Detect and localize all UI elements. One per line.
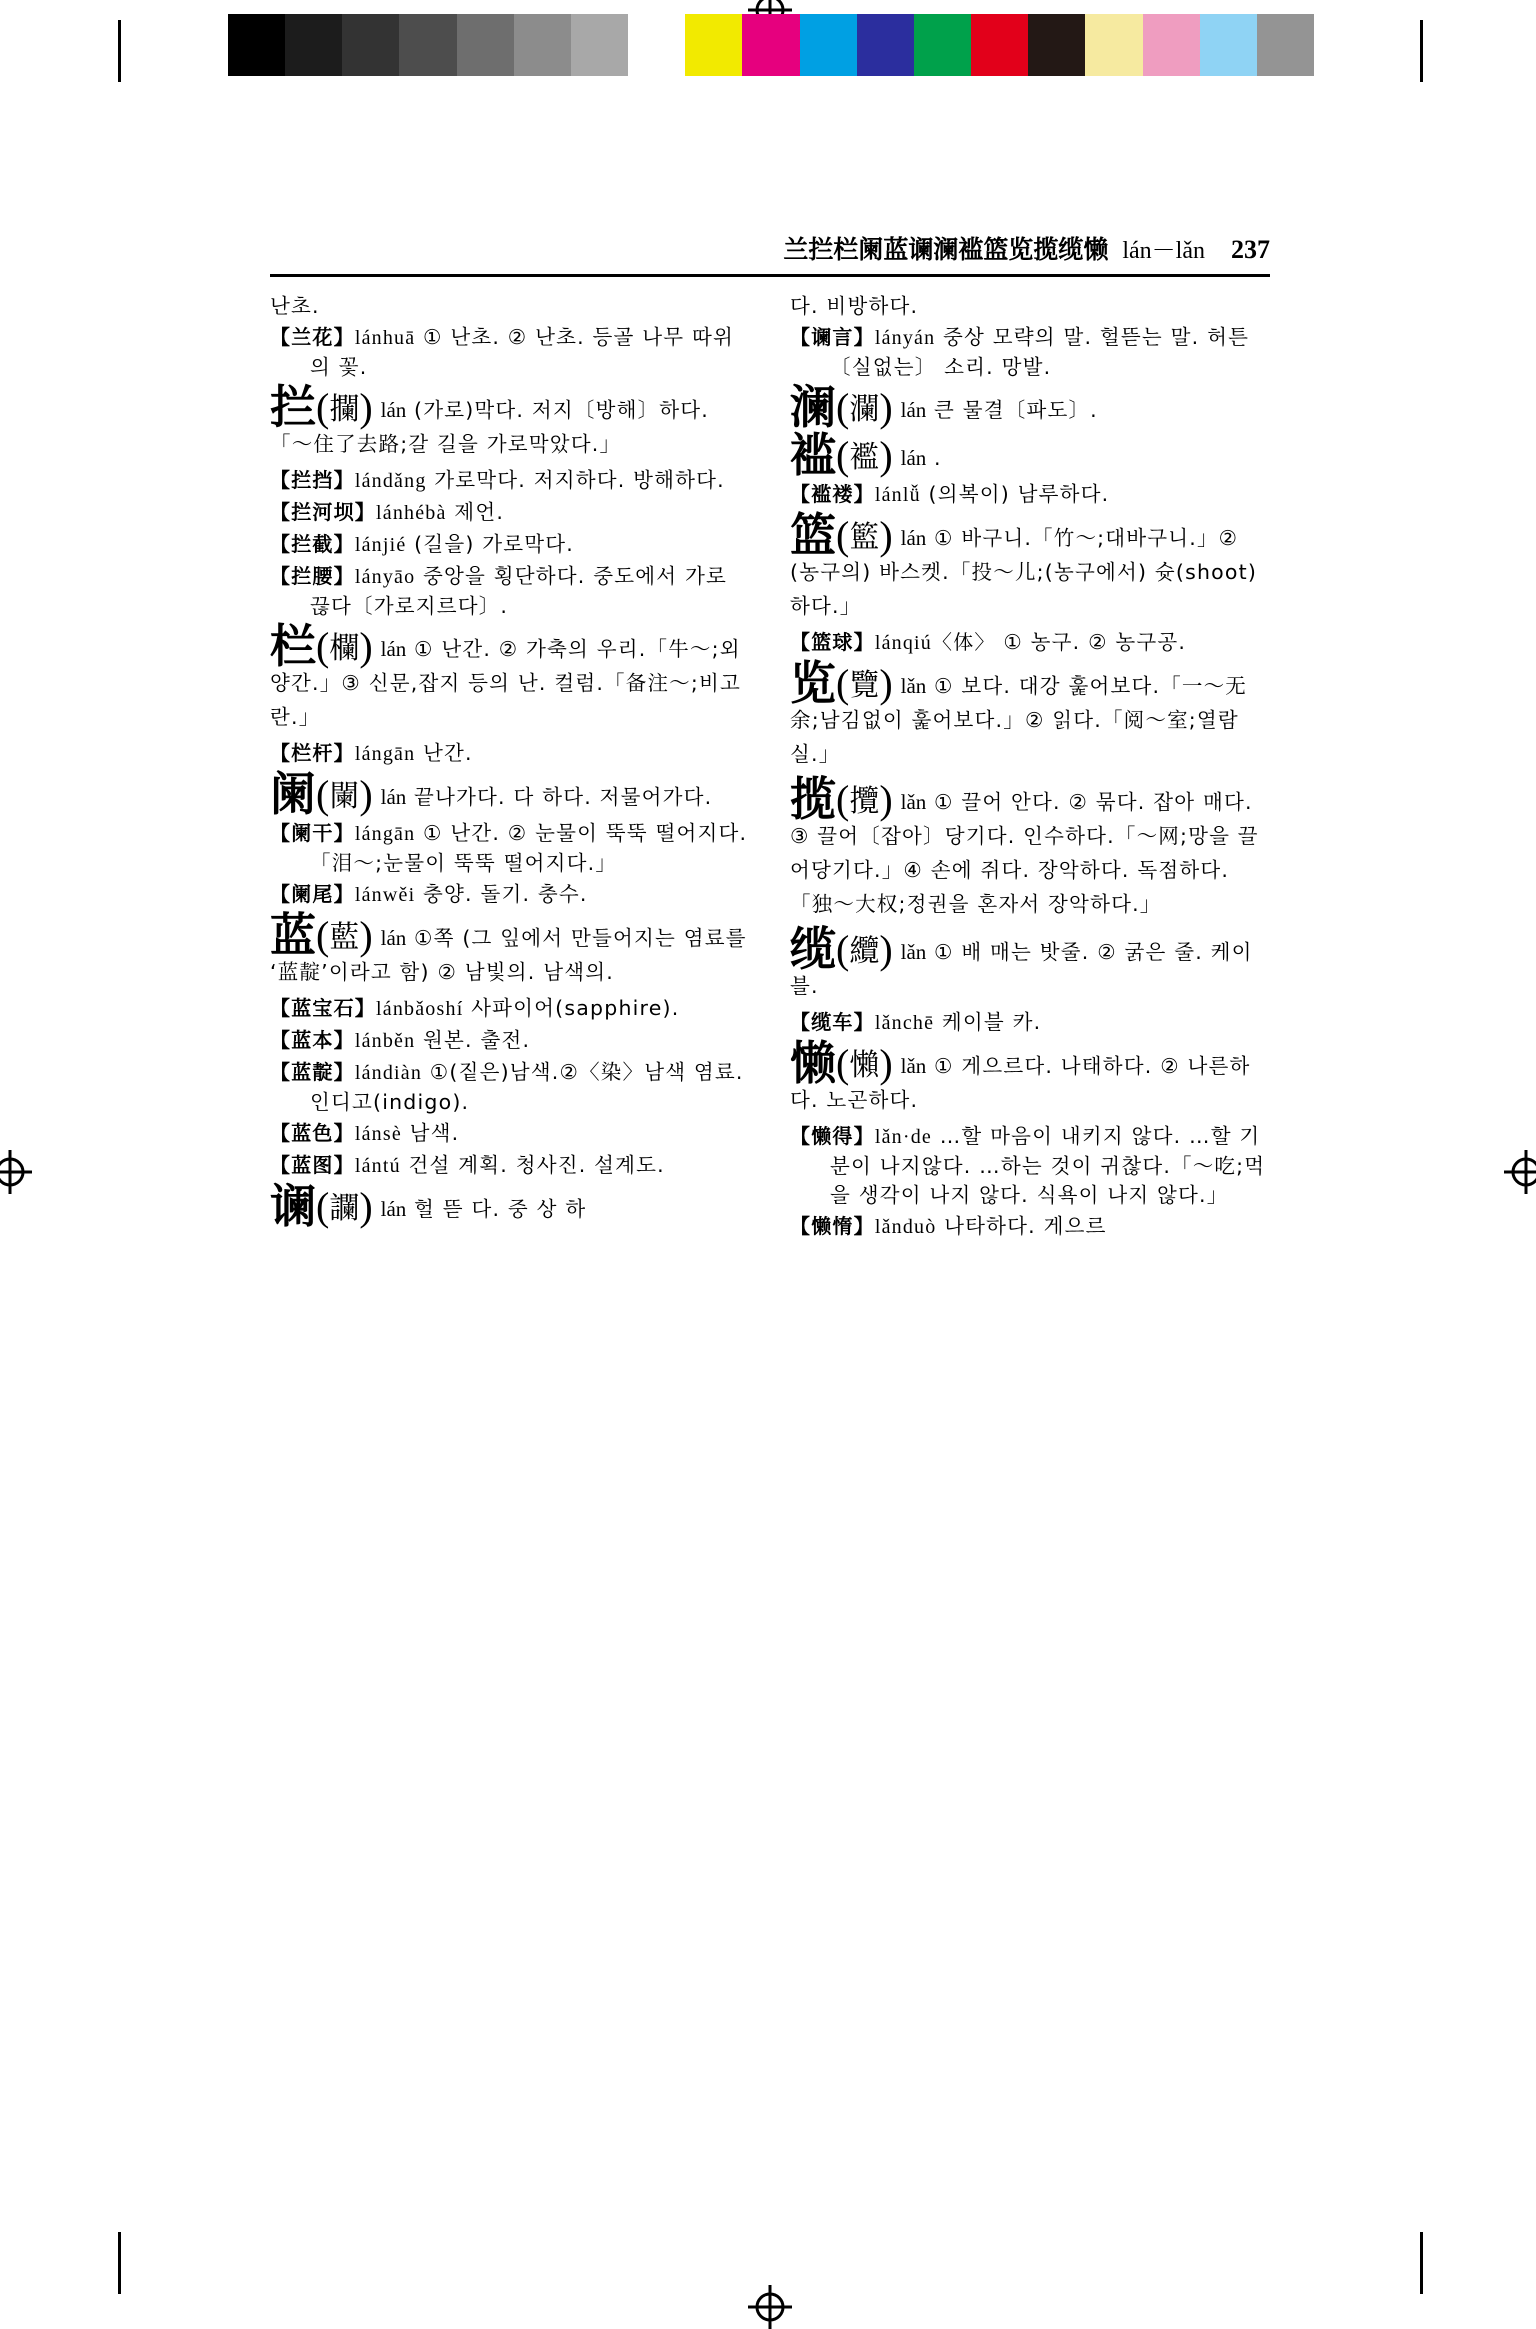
- main-entry-character: 谰: [270, 1179, 316, 1233]
- sub-entry: [790, 628, 1270, 658]
- main-entry-definition: 헐 뜯 다. 중 상 하: [406, 1197, 587, 1221]
- sub-entry-pinyin: lángān: [354, 823, 416, 845]
- calibration-swatch: [342, 14, 399, 76]
- sub-entry: [270, 994, 750, 1024]
- main-entry-character: 栏: [270, 619, 316, 673]
- sub-entry-pinyin: lánběn: [354, 1030, 416, 1052]
- main-entry-character: 篮: [790, 508, 836, 562]
- traditional-close-paren: ): [879, 927, 893, 972]
- main-entry-character: 拦: [270, 380, 316, 434]
- traditional-close-paren: ): [359, 385, 373, 430]
- registration-mark-bottom: [748, 2285, 792, 2329]
- calibration-swatch: [971, 14, 1028, 76]
- sub-entry: [270, 739, 750, 769]
- sub-entry: [270, 880, 750, 910]
- header-rule: [270, 274, 1270, 277]
- calibration-swatch: [514, 14, 571, 76]
- sub-entry-headword: 【蓝靛】: [270, 1060, 355, 1084]
- sub-entry-definition: 나타하다. 게으르: [936, 1214, 1107, 1238]
- sub-entry-headword: 【拦截】: [270, 532, 355, 556]
- sub-entry-pinyin: lánhuā: [354, 327, 416, 349]
- main-entry-definition: ① 난간. ② 가축의 우리.「牛～;외양간.」③ 신문,잡지 등의 난. 컬럼.「备注～;비고란.」: [270, 637, 741, 729]
- color-calibration-bar: [228, 14, 1314, 76]
- sub-entry-definition: 사파이어(sapphire).: [463, 996, 680, 1020]
- main-entry-character: 缆: [790, 922, 836, 976]
- sub-entry-pinyin: lánhébà: [376, 502, 447, 524]
- continuation-text: 난초.: [270, 294, 320, 318]
- traditional-close-paren: ): [879, 513, 893, 558]
- sub-entry-headword: 【兰花】: [270, 325, 355, 349]
- main-entry-traditional: 纜: [849, 934, 880, 969]
- main-entry-definition: ①쪽 (그 잎에서 만들어지는 염료를 ‘蓝靛’이라고 함) ② 남빛의. 남색의.: [270, 926, 747, 984]
- sub-entry-definition: ① 난간. ② 눈물이 뚝뚝 떨어지다.「泪～;눈물이 뚝뚝 떨어지다.」: [310, 821, 748, 875]
- traditional-open-paren: (: [316, 913, 330, 958]
- main-entry-traditional: 闌: [329, 779, 360, 814]
- sub-entry-headword: 【缆车】: [790, 1010, 875, 1034]
- main-entry: [270, 619, 750, 737]
- main-entry-traditional: 襤: [849, 440, 880, 475]
- dictionary-page: [270, 230, 1270, 2030]
- running-head-headwords: 兰拦栏阑蓝谰澜褴篮览揽缆懒: [783, 235, 1109, 264]
- continuation-text: 다. 비방하다.: [790, 294, 919, 318]
- registration-mark-left: [0, 1150, 32, 1194]
- main-entry-pinyin: lán: [900, 526, 927, 550]
- main-entry: [270, 1179, 750, 1233]
- main-entry-traditional: 欄: [329, 631, 360, 666]
- sub-entry-pinyin: lánwěi: [354, 884, 416, 906]
- main-entry-character: 懒: [790, 1036, 836, 1090]
- calibration-swatch: [1200, 14, 1257, 76]
- main-entry-pinyin: lán: [380, 1197, 407, 1221]
- sub-entry-pinyin: lánbǎoshí: [376, 998, 464, 1020]
- main-entry-traditional: 攔: [329, 392, 360, 427]
- calibration-swatch: [571, 14, 628, 76]
- crop-mark-bottom-left: [118, 2232, 121, 2294]
- calibration-swatch: [1028, 14, 1085, 76]
- main-entry: [790, 656, 1270, 774]
- entry-continuation: [790, 292, 1270, 321]
- calibration-swatch: [285, 14, 342, 76]
- sub-entry-definition: 충양. 돌기. 충수.: [415, 882, 588, 906]
- crop-mark-top-left: [118, 20, 121, 82]
- sub-entry-headword: 【蓝本】: [270, 1028, 355, 1052]
- main-entry-pinyin: lǎn: [900, 674, 927, 698]
- main-entry-character: 揽: [790, 772, 836, 826]
- sub-entry: [270, 562, 750, 621]
- sub-entry-headword: 【拦腰】: [270, 564, 355, 588]
- traditional-close-paren: ): [879, 433, 893, 478]
- traditional-open-paren: (: [836, 513, 850, 558]
- sub-entry-definition: (길을) 가로막다.: [406, 532, 574, 556]
- traditional-open-paren: (: [836, 777, 850, 822]
- traditional-close-paren: ): [359, 772, 373, 817]
- page-number: 237: [1231, 235, 1270, 264]
- sub-entry-definition: …할 마음이 내키지 않다. …할 기분이 나지않다. …하는 것이 귀찮다.「～吃;먹을 생각이 나지 않다. 식욕이 나지 않다.」: [830, 1124, 1266, 1207]
- main-entry-pinyin: lán: [900, 398, 927, 422]
- traditional-open-paren: (: [316, 385, 330, 430]
- main-entry: [270, 380, 750, 464]
- main-entry-traditional: 藍: [329, 920, 360, 955]
- main-entry-pinyin: lán: [380, 398, 407, 422]
- traditional-open-paren: (: [836, 433, 850, 478]
- traditional-open-paren: (: [836, 1041, 850, 1086]
- main-entry-definition: 큰 물결〔파도〕.: [926, 398, 1098, 422]
- sub-entry-headword: 【阑干】: [270, 821, 355, 845]
- crop-mark-top-right: [1420, 20, 1423, 82]
- sub-entry-headword: 【阑尾】: [270, 882, 355, 906]
- sub-entry-definition: 중상 모략의 말. 헐뜯는 말. 허튼〔실없는〕 소리. 망발.: [830, 325, 1250, 379]
- sub-entry-pinyin: lángān: [354, 743, 416, 765]
- sub-entry: [270, 1151, 750, 1181]
- traditional-open-paren: (: [316, 1184, 330, 1229]
- sub-entry-definition: 건설 계획. 청사진. 설계도.: [400, 1153, 665, 1177]
- page-header: [270, 230, 1270, 276]
- traditional-open-paren: (: [836, 385, 850, 430]
- running-head-pinyin: lán－lǎn: [1122, 238, 1205, 264]
- sub-entry: [270, 323, 750, 382]
- sub-entry-headword: 【拦河坝】: [270, 500, 376, 524]
- main-entry: [270, 908, 750, 992]
- crop-mark-bottom-right: [1420, 2232, 1423, 2294]
- sub-entry-definition: 중앙을 횡단하다. 중도에서 가로 끊다〔가로지르다〕.: [310, 564, 727, 618]
- main-entry-definition: ① 배 매는 밧줄. ② 굵은 줄. 케이블.: [790, 940, 1253, 998]
- main-entry: [790, 1036, 1270, 1120]
- traditional-open-paren: (: [836, 661, 850, 706]
- main-entry-traditional: 讕: [329, 1191, 360, 1226]
- sub-entry-headword: 【懒惰】: [790, 1214, 875, 1238]
- traditional-close-paren: ): [359, 913, 373, 958]
- sub-entry-definition: 제언.: [446, 500, 505, 524]
- main-entry-definition: .: [926, 446, 942, 470]
- sub-entry-pinyin: lántú: [354, 1155, 401, 1177]
- main-entry-pinyin: lǎn: [900, 940, 927, 964]
- main-entry: [790, 428, 1270, 482]
- sub-entry: [790, 1212, 1270, 1242]
- main-entry-definition: (가로)막다. 저지〔방해〕하다.「～住了去路;갈 길을 가로막았다.」: [270, 398, 710, 456]
- sub-entry-label: 〈体〉: [932, 630, 996, 654]
- traditional-close-paren: ): [359, 624, 373, 669]
- main-entry-traditional: 覽: [849, 668, 880, 703]
- main-entry: [790, 508, 1270, 626]
- sub-entry-pinyin: lányán: [874, 327, 936, 349]
- sub-entry: [790, 1008, 1270, 1038]
- sub-entry: [270, 1058, 750, 1117]
- page-columns: [270, 292, 1270, 1244]
- sub-entry-headword: 【谰言】: [790, 325, 875, 349]
- calibration-swatch: [1085, 14, 1142, 76]
- sub-entry-definition: 원본. 출전.: [415, 1028, 531, 1052]
- sub-entry: [790, 1122, 1270, 1210]
- calibration-swatch: [742, 14, 799, 76]
- calibration-swatch: [399, 14, 456, 76]
- main-entry: [790, 922, 1270, 1006]
- sub-entry: [270, 1119, 750, 1149]
- registration-mark-right: [1504, 1150, 1536, 1194]
- traditional-open-paren: (: [316, 772, 330, 817]
- sub-entry-definition: 난간.: [415, 741, 473, 765]
- calibration-swatch: [685, 14, 742, 76]
- main-entry-definition: ① 게으르다. 나태하다. ② 나른하다. 노곤하다.: [790, 1054, 1251, 1112]
- main-entry-character: 览: [790, 656, 836, 710]
- sub-entry-headword: 【褴褛】: [790, 482, 875, 506]
- column-left: [270, 292, 750, 1244]
- sub-entry-definition: 가로막다. 저지하다. 방해하다.: [426, 468, 725, 492]
- sub-entry: [270, 819, 750, 878]
- main-entry-traditional: 攬: [849, 784, 880, 819]
- calibration-swatch: [1143, 14, 1200, 76]
- sub-entry-pinyin: lánqiú: [874, 632, 933, 654]
- main-entry-definition: ① 끌어 안다. ② 묶다. 잡아 매다. ③ 끌어〔잡아〕당기다. 인수하다.「～网;망을 끌어당기다.」④ 손에 쥐다. 장악하다. 독점하다.「独～大权;정권을 혼자서 장악하다.」: [790, 790, 1259, 916]
- sub-entry-definition: 남색.: [401, 1121, 460, 1145]
- main-entry-traditional: 懶: [849, 1048, 880, 1083]
- sub-entry-headword: 【蓝色】: [270, 1121, 355, 1145]
- main-entry: [270, 767, 750, 821]
- sub-entry-pinyin: lánlǚ: [874, 484, 921, 506]
- column-right: [790, 292, 1270, 1244]
- sub-entry: [270, 1026, 750, 1056]
- traditional-open-paren: (: [316, 624, 330, 669]
- sub-entry-definition: (의복이) 남루하다.: [920, 482, 1110, 506]
- entry-continuation: [270, 292, 750, 321]
- sub-entry-pinyin: lándǎng: [354, 470, 427, 492]
- sub-entry: [270, 498, 750, 528]
- main-entry-pinyin: lǎn: [900, 1054, 927, 1078]
- traditional-close-paren: ): [879, 777, 893, 822]
- calibration-swatch: [1257, 14, 1314, 76]
- main-entry-definition: 끝나가다. 다 하다. 저물어가다.: [406, 785, 713, 809]
- sub-entry-pinyin: lǎnchē: [874, 1012, 935, 1034]
- main-entry-pinyin: lǎn: [900, 790, 927, 814]
- sub-entry-headword: 【懒得】: [790, 1124, 875, 1148]
- main-entry-pinyin: lán: [380, 926, 407, 950]
- main-entry-definition: ① 보다. 대강 훑어보다.「一～无余;남김없이 훑어보다.」② 읽다.「阅～室;열람실.」: [790, 674, 1248, 766]
- running-head: [783, 230, 1270, 266]
- main-entry: [790, 380, 1270, 434]
- sub-entry: [270, 530, 750, 560]
- sub-entry: [790, 480, 1270, 510]
- traditional-open-paren: (: [836, 927, 850, 972]
- sub-entry-pinyin: lányāo: [354, 566, 416, 588]
- main-entry-character: 阑: [270, 767, 316, 821]
- traditional-close-paren: ): [879, 1041, 893, 1086]
- sub-entry-pinyin: lánjié: [354, 534, 407, 556]
- main-entry-traditional: 籃: [849, 520, 880, 555]
- main-entry-pinyin: lán: [380, 637, 407, 661]
- sub-entry-definition: ① 난초. ② 난초. 등골 나무 따위의 꽃.: [310, 325, 734, 379]
- sub-entry-headword: 【蓝宝石】: [270, 996, 376, 1020]
- calibration-swatch: [857, 14, 914, 76]
- calibration-swatch: [628, 14, 685, 76]
- main-entry-character: 蓝: [270, 908, 316, 962]
- main-entry-pinyin: lán: [380, 785, 407, 809]
- sub-entry-headword: 【蓝图】: [270, 1153, 355, 1177]
- calibration-swatch: [228, 14, 285, 76]
- sub-entry-definition: 케이블 카.: [934, 1010, 1042, 1034]
- sub-entry-definition: ① 농구. ② 농구공.: [995, 630, 1187, 654]
- traditional-close-paren: ): [879, 385, 893, 430]
- sub-entry-pinyin: lǎn·de: [874, 1126, 932, 1148]
- sub-entry-headword: 【栏杆】: [270, 741, 355, 765]
- main-entry-character: 澜: [790, 380, 836, 434]
- sub-entry-definition: ①(짙은)남색.②〈染〉남색 염료. 인디고(indigo).: [310, 1060, 744, 1114]
- main-entry-definition: ① 바구니.「竹～;대바구니.」② (농구의) 바스켓.「投～儿;(농구에서) 슛(shoot)하다.」: [790, 526, 1258, 618]
- sub-entry-pinyin: lándiàn: [354, 1062, 423, 1084]
- calibration-swatch: [800, 14, 857, 76]
- main-entry-traditional: 瀾: [849, 392, 880, 427]
- calibration-swatch: [914, 14, 971, 76]
- sub-entry-pinyin: lǎnduò: [874, 1216, 937, 1238]
- main-entry-pinyin: lán: [900, 446, 927, 470]
- traditional-close-paren: ): [879, 661, 893, 706]
- main-entry: [790, 772, 1270, 924]
- sub-entry-headword: 【篮球】: [790, 630, 875, 654]
- main-entry-character: 褴: [790, 428, 836, 482]
- sub-entry-headword: 【拦挡】: [270, 468, 355, 492]
- traditional-close-paren: ): [359, 1184, 373, 1229]
- sub-entry: [270, 466, 750, 496]
- sub-entry-pinyin: lánsè: [354, 1123, 402, 1145]
- sub-entry: [790, 323, 1270, 382]
- calibration-swatch: [457, 14, 514, 76]
